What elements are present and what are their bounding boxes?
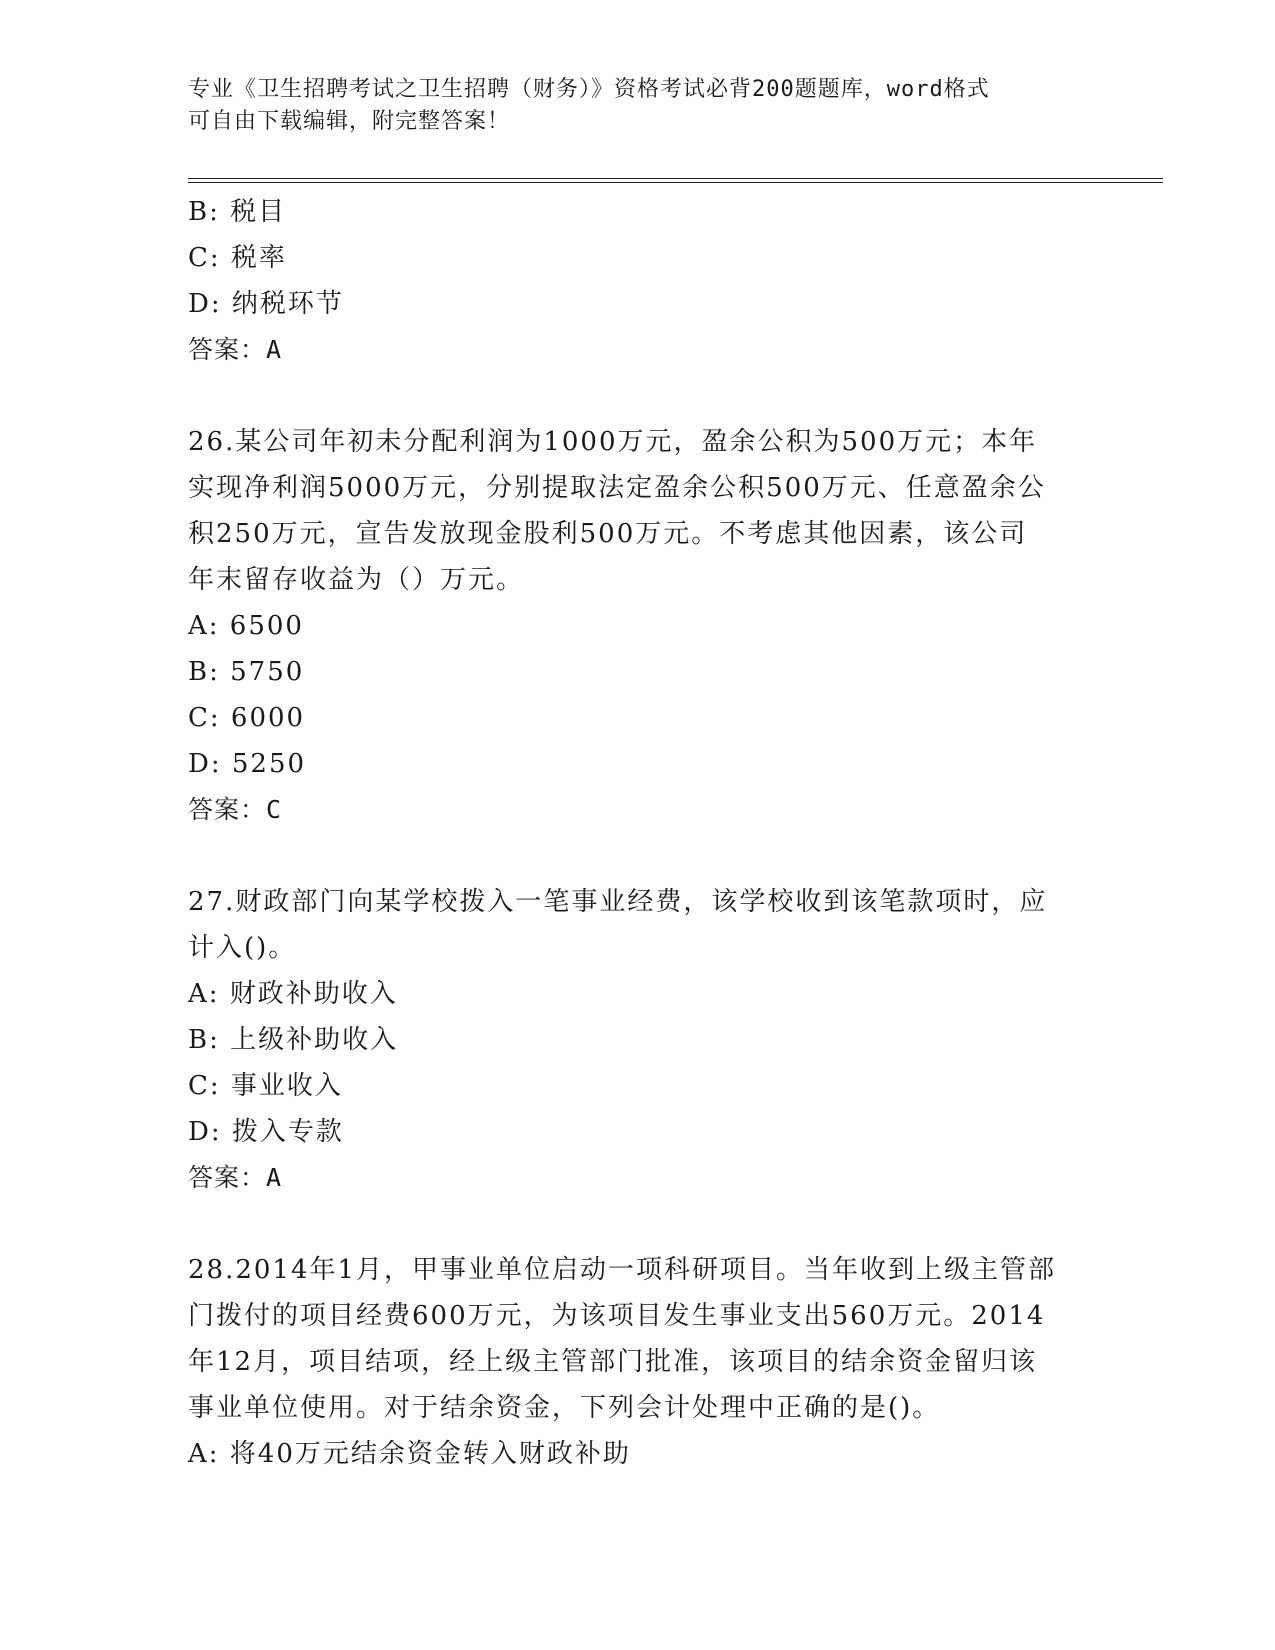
question-26 <box>188 419 1088 833</box>
question-stem-line: 年12月，项目结项，经上级主管部门批准，该项目的结余资金留归该 <box>188 1347 1038 1377</box>
question-stem-line: 28.2014年1月，甲事业单位启动一项科研项目。当年收到上级主管部 <box>188 1255 1057 1285</box>
option-b: B: 税目 <box>188 197 287 227</box>
header-divider-top <box>188 178 1163 179</box>
answer-line: 答案：C <box>188 795 283 824</box>
option-a: A: 财政补助收入 <box>188 979 398 1009</box>
question-stem-line: 计入()。 <box>188 933 297 963</box>
option-b: B: 上级补助收入 <box>188 1025 399 1055</box>
option-a: A: 6500 <box>188 611 304 641</box>
option-c: C: 税率 <box>188 243 287 273</box>
answer-line: 答案：A <box>188 335 283 364</box>
option-b: B: 5750 <box>188 657 305 687</box>
question-stem-line: 27.财政部门向某学校拨入一笔事业经费，该学校收到该笔款项时，应 <box>188 887 1048 917</box>
question-stem-line: 门拨付的项目经费600万元，为该项目发生事业支出560万元。2014 <box>188 1301 1046 1331</box>
header-divider-bottom <box>188 182 1163 183</box>
question-stem-line: 实现净利润5000万元，分别提取法定盈余公积500万元、任意盈余公 <box>188 473 1046 503</box>
option-d: D: 纳税环节 <box>188 289 344 319</box>
answer-line: 答案：A <box>188 1163 283 1192</box>
option-a: A: 将40万元结余资金转入财政补助 <box>188 1439 631 1469</box>
header-line-1: 专业《卫生招聘考试之卫生招聘（财务）》资格考试必背200题题库，word格式 <box>188 77 990 102</box>
question-27 <box>188 879 1088 1201</box>
option-d: D: 拨入专款 <box>188 1117 344 1147</box>
question-list <box>188 189 1088 1477</box>
option-c: C: 事业收入 <box>188 1071 343 1101</box>
question-25-tail <box>188 189 1088 373</box>
document-header <box>188 74 1088 138</box>
option-c: C: 6000 <box>188 703 306 733</box>
question-28 <box>188 1247 1088 1477</box>
option-d: D: 5250 <box>188 749 307 779</box>
question-stem-line: 26.某公司年初未分配利润为1000万元，盈余公积为500万元；本年 <box>188 427 1038 457</box>
question-stem-line: 积250万元，宣告发放现金股利500万元。不考虑其他因素，该公司 <box>188 519 1028 549</box>
header-line-2: 可自由下载编辑，附完整答案！ <box>188 109 511 134</box>
question-stem-line: 事业单位使用。对于结余资金，下列会计处理中正确的是()。 <box>188 1393 941 1423</box>
question-stem-line: 年末留存收益为（）万元。 <box>188 565 525 595</box>
